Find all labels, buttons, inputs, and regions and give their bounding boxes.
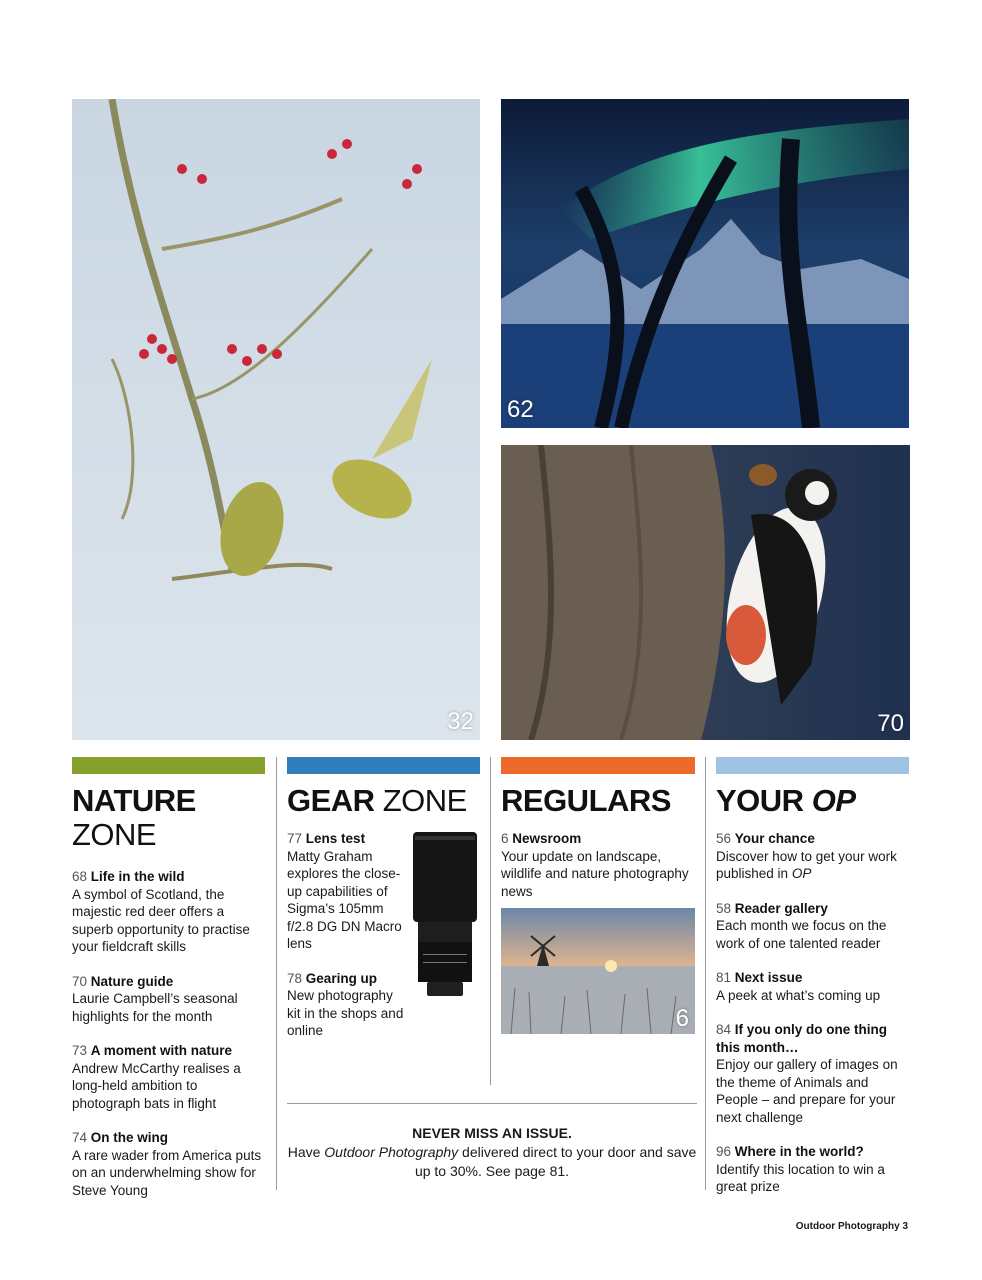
item-page: 6: [501, 831, 509, 846]
item-page: 96: [716, 1144, 732, 1159]
item-page: 56: [716, 831, 732, 846]
item-page: 78: [287, 970, 303, 986]
nature-zone-heading: [72, 784, 268, 852]
page-ref-number: 32: [447, 708, 474, 735]
item-title: Your chance: [734, 831, 815, 846]
description-text: Discover how to get your work published in: [716, 848, 897, 881]
item-page: 84: [716, 1022, 732, 1037]
your-op-bar: [716, 757, 909, 774]
item-page: 68: [72, 869, 88, 884]
woodpecker-image: [501, 445, 910, 740]
column-divider: [705, 757, 706, 1190]
contents-item[interactable]: [287, 970, 405, 1040]
heading-bold: NATURE: [72, 783, 196, 818]
item-description: A rare wader from America puts on an underwhelming show for Steve Young: [72, 1147, 262, 1198]
banner-magazine-name: Outdoor Photography: [324, 1144, 459, 1160]
heading-light: ZONE: [382, 783, 467, 818]
item-title: Newsroom: [512, 831, 582, 846]
windmill-photo: [501, 908, 695, 1034]
item-title: Reader gallery: [734, 900, 828, 916]
nature-zone-bar: [72, 757, 265, 774]
contents-item[interactable]: [72, 1042, 268, 1112]
item-description: [716, 848, 912, 883]
column-divider: [276, 757, 277, 1190]
contents-item[interactable]: [501, 830, 697, 900]
aurora-photo: [501, 99, 909, 428]
item-title: Life in the wild: [90, 869, 185, 884]
contents-item[interactable]: [72, 973, 268, 1026]
gear-zone-heading: [287, 784, 481, 818]
description-italic: OP: [791, 866, 812, 881]
nature-zone-column: [72, 784, 268, 1216]
item-description: A peek at what’s coming up: [716, 987, 881, 1003]
contents-item[interactable]: [716, 1143, 912, 1196]
regulars-heading: REGULARS: [501, 783, 671, 818]
item-title: On the wing: [90, 1130, 169, 1145]
regulars-column: [501, 784, 697, 917]
page-ref-number: 62: [507, 396, 534, 423]
your-op-column: [716, 784, 912, 1213]
item-title: A moment with nature: [90, 1043, 233, 1058]
item-description: Your update on landscape, wildlife and nature photography news: [501, 848, 689, 899]
contents-item[interactable]: [716, 1021, 912, 1126]
heading-light: ZONE: [72, 817, 157, 852]
item-page: 81: [716, 970, 732, 985]
windmill-image: [501, 908, 695, 1034]
item-title: Where in the world?: [734, 1144, 864, 1159]
banner-text: Have: [287, 1144, 325, 1160]
footer-magazine-name: Outdoor Photography: [795, 1221, 900, 1232]
item-page: 70: [72, 973, 88, 989]
contents-item[interactable]: [716, 830, 912, 883]
item-title: Nature guide: [90, 973, 174, 989]
item-page: 77: [287, 831, 303, 846]
woodpecker-photo: [501, 445, 910, 740]
item-description: A symbol of Scotland, the majestic red deer offers a superb opportunity to practise your fieldcraft skills: [72, 886, 250, 954]
page-footer: [796, 1221, 908, 1232]
item-description: Enjoy our gallery of images on the theme of Animals and People – and prepare for your next challenge: [716, 1057, 898, 1125]
banner-text: delivered direct to your door and save up to 30%. See page 81.: [414, 1144, 697, 1179]
item-description: Laurie Campbell’s seasonal highlights for the month: [72, 991, 238, 1024]
contents-item[interactable]: [72, 868, 268, 956]
item-title: If you only do one thing this month…: [716, 1022, 888, 1055]
heading-bold: YOUR: [716, 783, 804, 818]
item-description: Identify this location to win a great prize: [716, 1161, 885, 1194]
heading-italic: OP: [811, 783, 856, 818]
lens-image: [409, 830, 481, 1000]
contents-item[interactable]: [72, 1129, 268, 1199]
item-page: 73: [72, 1043, 88, 1058]
gear-zone-bar: [287, 757, 480, 774]
contents-item[interactable]: [716, 969, 912, 1004]
item-description: New photography kit in the shops and online: [287, 988, 404, 1038]
regulars-bar: [501, 757, 695, 774]
item-title: Next issue: [734, 970, 803, 985]
item-page: 58: [716, 900, 732, 916]
footer-page-number: 3: [902, 1221, 908, 1232]
item-title: Gearing up: [305, 970, 378, 986]
item-title: Lens test: [305, 831, 366, 846]
item-page: 74: [72, 1130, 88, 1145]
contents-item[interactable]: [716, 900, 912, 953]
heading-bold: GEAR: [287, 783, 375, 818]
item-description: Andrew McCarthy realises a long-held ambition to photograph bats in flight: [72, 1060, 241, 1111]
subscription-banner[interactable]: [287, 1124, 697, 1181]
your-op-heading: [716, 784, 912, 818]
page-ref-number: 70: [877, 710, 904, 737]
item-description: Each month we focus on the work of one talented reader: [716, 918, 887, 951]
aurora-image: [501, 99, 909, 428]
contents-item[interactable]: [287, 830, 405, 953]
greenfinch-image: [72, 99, 480, 740]
greenfinch-photo: [72, 99, 480, 740]
page-ref-number: 6: [675, 1005, 689, 1032]
column-divider: [490, 757, 491, 1085]
banner-heading: NEVER MISS AN ISSUE.: [412, 1125, 572, 1141]
item-description: Matty Graham explores the close-up capabilities of Sigma’s 105mm f/2.8 DG DN Macro lens: [287, 848, 402, 951]
banner-divider: [287, 1103, 697, 1104]
